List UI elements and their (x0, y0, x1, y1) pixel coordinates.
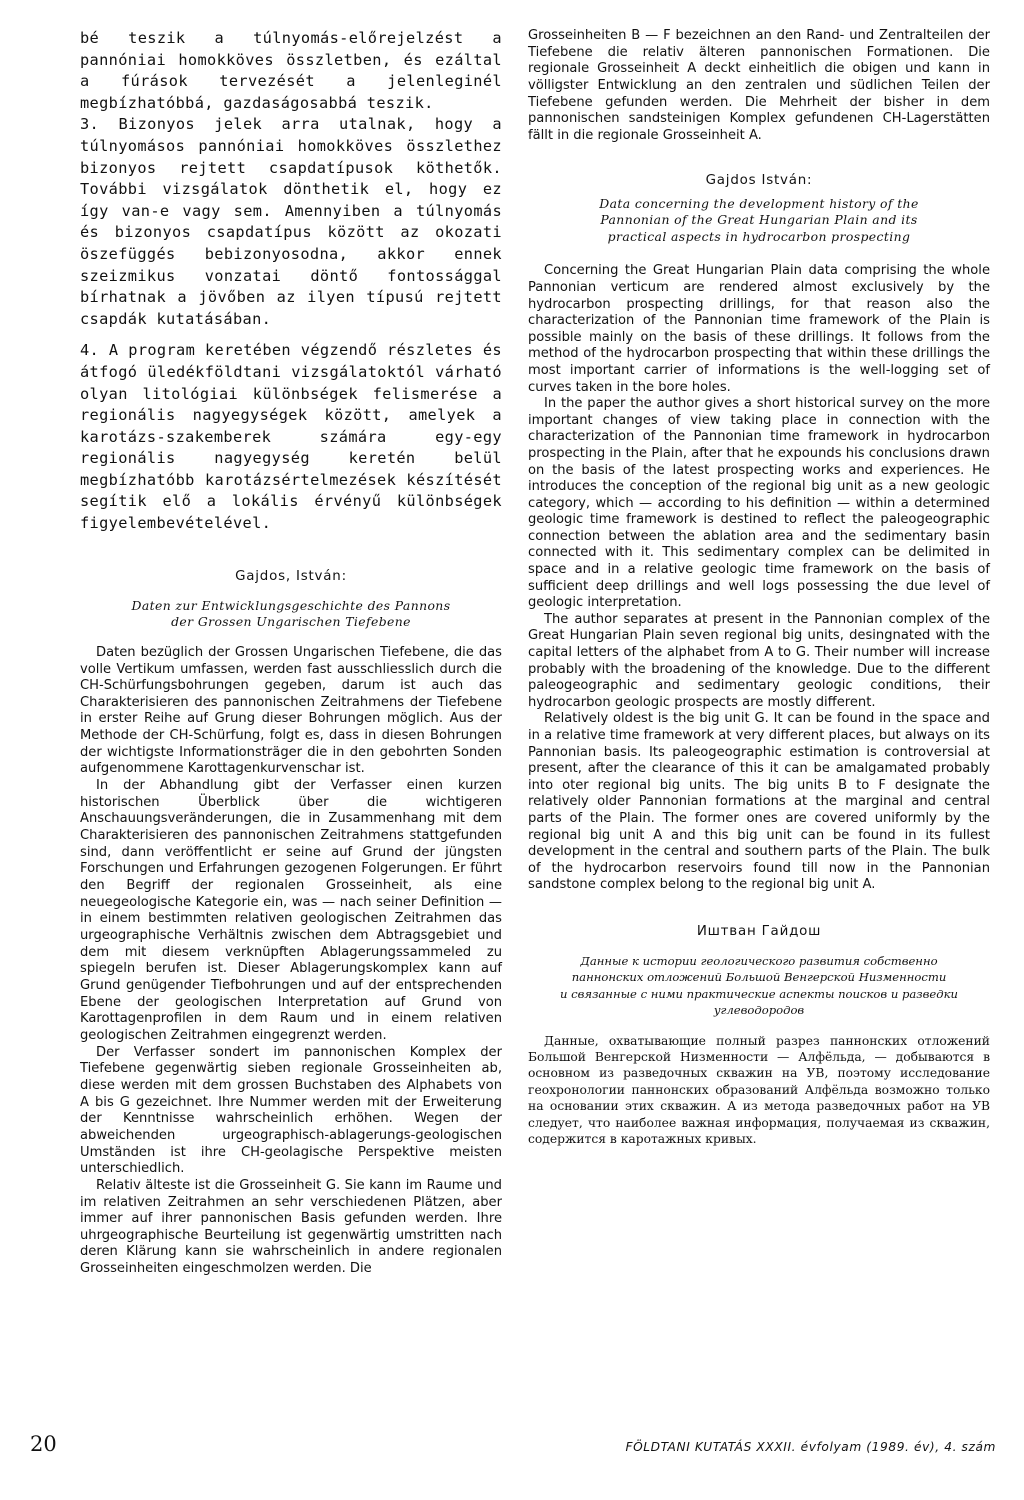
hungarian-item-4: 4. A program keretében végzendő részletes és átfogó üledékföldtani vizsgálatoktól várható olyan litológiai különbségek felismerése a regionális nagyegységek között, amelyek a karotázs-szakemberek számára egy-egy regionális nagyegység keretén belül megbízhatóbb karotázsértelmezések készítését segítik elő a lokális érvényű különbségek figyelembevételével. (80, 341, 502, 533)
page-number: 20 (30, 1432, 57, 1456)
hungarian-paragraph-continuation: bé teszik a túlnyomás-előrejelzést a pannóniai homokköves összletben, és ezáltal a fúrások tervezését a jelenleginél megbízhatóbbá, gazdaságosabbá teszik. (80, 29, 502, 112)
german-abstract-paragraph: In der Abhandlung gibt der Verfasser einen kurzen historischen Überblick über die wichtigeren Anschauungsveränderungen, die in Zusammenhang mit dem Charakterisieren des pannonischen Zeitrahmens stattgefunden sind, dann veröffentlicht er seine auf Grund der jüngsten Forschungen und Erfahrungen gezogenen Folgerungen. Er führt den Begriff der regionalen Grosseinheit, als eine neuegeologische Kategorie ein, was — nach seiner Definition — in einem bestimmten relativen geologischen Zeitrahmen das urgeographische Verhältnis zwischen dem Abtragsgebiet und dem mit diesem verknüpften Ablagerungssammeled zu spiegeln berufen ist. Dieser Ablagerungskomplex kann auf Grund genügender Tiefbohrungen und auf der entsprechenden Ebene der geologischen Interpretation auf Grund von Karottagenprofilen in dem Raum und in einem relativen geologischen Zeitrahmen eingegrenzt werden. (80, 778, 502, 1043)
english-abstract-title-line-2: Pannonian of the Great Hungarian Plain and its (600, 212, 918, 228)
german-abstract-paragraph: Der Verfasser sondert im pannonischen Komplex der Tiefebene gegenwärtig sieben regionale Grosseinheiten ab, diese werden mit dem grossen Buchstaben des Alphabets von A bis G gezeichnet. Ihre Nummer werden mit der Erweiterung der Kenntnisse wahrscheinlich erhöhen. Wegen der abweichenden urgeographisch-ablagerungs-geologischen Umständen ist ihre CH-geolagische Perspektive meisten unterschiedlich. (80, 1044, 502, 1177)
russian-abstract-author: Иштван Гайдош (696, 923, 822, 939)
english-abstract-title-line-1: Data concerning the development history of the (599, 195, 919, 211)
german-abstract-paragraph: Daten bezüglich der Grossen Ungarischen Tiefebene, die das volle Vertikum umfassen, werden fast ausschliesslich durch die CH-Schürfungsbohrungen gegeben, darum ist auch das Charakterisieren des pannonischen Zeitrahmens der Tiefebene in erster Reihe auf Grung dieser Bohrungen möglich. Aus der Methode der CH-Schürfung, folgt es, dass in diesen Bohrungen der wichtigste Informationsträger die in den gebohrten Sonden aufgenommene Karottagenkurvenschar ist. (80, 644, 502, 777)
russian-abstract-title (528, 953, 990, 1019)
english-abstract-paragraph: Concerning the Great Hungarian Plain data comprising the whole Pannonian verticum are rendered almost exclusively by the hydrocarbon prospecting drillings, for that reason also the characterization of the Pannonian time framework of the Plain is possible mainly on the basis of these drillings. It follows from the method of the hydrocarbon prospecting that within these drillings the most important carrier of informations is the well-logging set of curves taken in the bore holes. (528, 263, 990, 395)
english-abstract-paragraph: Relatively oldest is the big unit G. It can be found in the space and in a relative time framework at very different places, but always on its Pannonian basis. Its paleogeographic estimation is controversial at present, after the clearance of this it can be amalgamated probably into oter regional big units. The big units B to F designate the relatively older Pannonian formations at the marginal and central parts of the Plain. The former ones are covered uniformly by the regional big unit A and this big unit can be found in its fullest development in the central and southern parts of the Plain. The bulk of the hydrocarbon reservoirs found till now in the Pannonian sandstone complex belong to the regional big unit A. (528, 711, 990, 893)
russian-abstract-paragraph: Данные, охватывающие полный разрез паннонских отложений Большой Венгерской Низменности — Алфёльда, — добываются в основном из разведочных скважин на УВ, поэтому исследование геохронологии паннонских образований Алфёльда возможно только на основании этих скважин. А из метода разведочных работ на УВ следует, что наиболее важная информация, получаемая из скважин, содержится в каротажных кривых. (528, 1033, 990, 1146)
german-abstract-body (80, 645, 502, 1278)
russian-abstract-title-line-1: Данные к истории геологического развития собственно (580, 953, 938, 968)
german-abstract-title-line-1: Daten zur Entwicklungsgeschichte des Pannons (131, 597, 451, 613)
right-column (528, 28, 990, 1147)
german-abstract-author: Gajdos, István: (235, 568, 347, 584)
english-abstract-paragraph: The author separates at present in the Pannonian complex of the Great Hungarian Plain seven regional big units, desingnated with the capital letters of the alphabet from A to G. Their number will increase probably with the broadening of the knowledge. Due to the different paleogeographic and sedimentary geologic conditions, their hydrocarbon geologic prospects are mostly different. (528, 611, 990, 710)
english-abstract-author: Gajdos István: (705, 172, 813, 188)
hungarian-item-3: 3. Bizonyos jelek arra utalnak, hogy a túlnyomásos pannóniai homokköves összlethez bizonyos rejtett csapdatípusok köthetők. További vizsgálatok dönthetik el, hogy ez így van-e vagy sem. Amennyiben a túlnyomás és bizonyos csapdatípus között az okozati öszefüggés bebizonyosodna, akkor ennek szeizmikus vonzatai döntő fontossággal bírhatnak a jövőben az ilyen típusú rejtett csapdák kutatásában. (80, 115, 502, 328)
german-abstract-paragraph: Relativ älteste ist die Grosseinheit G. Sie kann im Raume und im relativen Zeitrahmen an sehr verschiedenen Plätzen, aber immer auf ihrer pannonischen Basis gefunden werden. Ihre uhrgeographische Beurteilung ist gegenwärtig umstritten nach deren Klärung kann sie wahrscheinlich in andere regionalen Grosseinheiten eingeschmolzen werden. Die (80, 1177, 502, 1277)
left-column (80, 28, 502, 1278)
journal-footer: FÖLDTANI KUTATÁS XXXII. évfolyam (1989. év), 4. szám (625, 1440, 996, 1454)
german-abstract-title-line-2: der Grossen Ungarischen Tiefebene (171, 614, 411, 630)
german-abstract-continuation: Grosseinheiten B — F bezeichnen an den Rand- und Zentralteilen der Tiefebene die relativ älteren pannonischen Formationen. Die regionale Grosseinheit A deckt einheitlich die obigen und kann in völligster Entwicklung an den zentralen und südlichen Teilen der Tiefebene gefunden werden. Die Mehrheit der bisher in dem pannonischen sandsteinigen Komplex gefundenen CH-Lagerstätten fällt in die regionale Grosseinheit A. (528, 28, 990, 143)
russian-abstract-title-line-4: углеводородов (713, 1003, 805, 1018)
english-abstract-paragraph: In the paper the author gives a short historical survey on the more important changes of view taking place in connection with the characterization of the Pannonian time framework in hydrocarbon prospecting in the Plain, after that he expounds his conclusions drawn on the basis of the latest prospecting works and experiences. He introduces the conception of the regional big unit as a new geologic category, which — according to his definition — within a determined geologic time framework is destined to reflect the paleogeographic connection between the ablation area and the sedimentary basin connected with it. This sedimentary complex can be delimited in space and in a relative geologic time framework on the basis of sufficient deep drillings and well logs possessing the due level of geologic interpretation. (528, 396, 990, 611)
russian-abstract-title-line-2: паннонских отложений Большой Венгерской Низменности (571, 970, 947, 985)
russian-abstract-title-line-3: и связанные с ними практические аспекты поисков и разведки (560, 986, 958, 1001)
english-abstract-body (528, 263, 990, 894)
english-abstract-title-line-3: practical aspects in hydrocarbon prospecting (607, 228, 911, 244)
